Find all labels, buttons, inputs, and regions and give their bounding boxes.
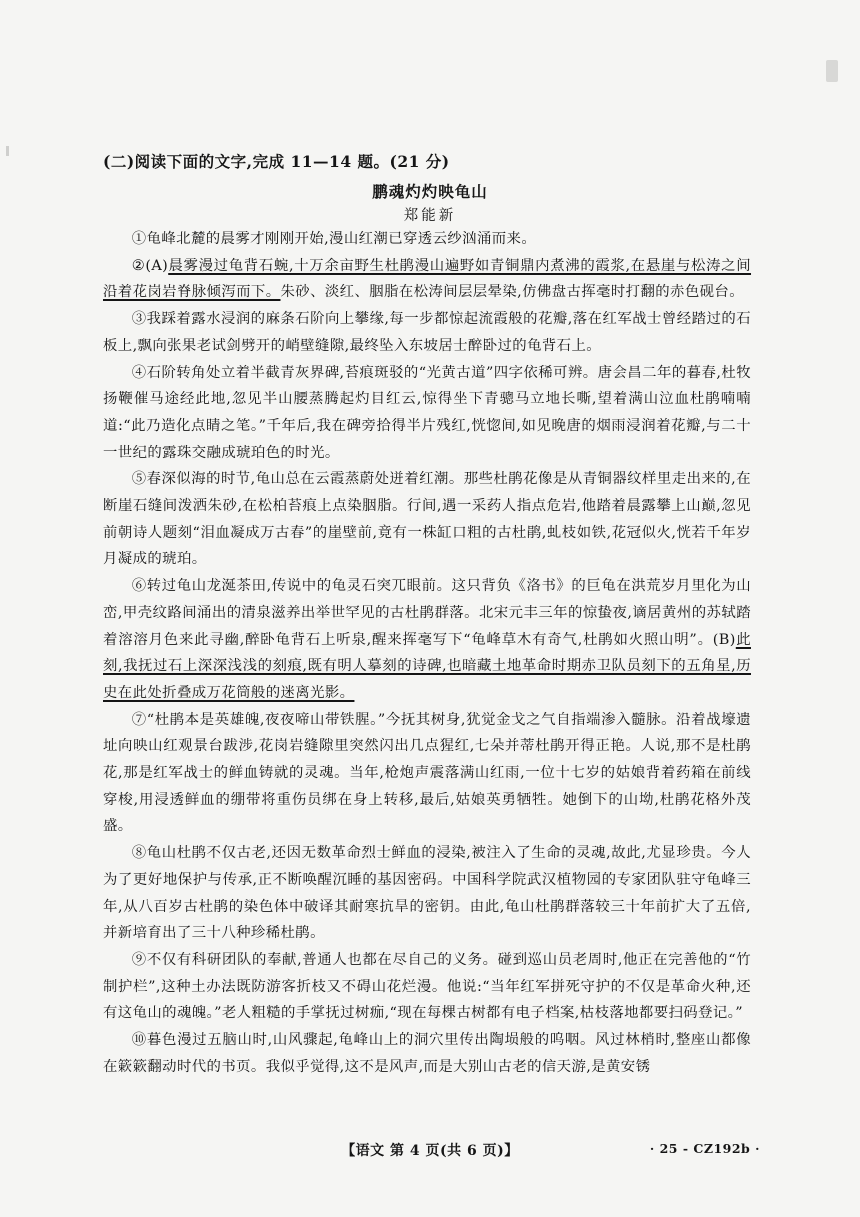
- scan-mark: [826, 60, 838, 82]
- paragraph-6-lead: ⑥转过龟山龙涎茶田,传说中的龟灵石突兀眼前。这只背负《洛书》的巨龟在洪荒岁月里化为山峦,甲壳纹路间涌出的清泉滋养出举世罕见的古杜鹃群落。北宋元丰三年的惊蛰夜,谪居黄州的苏轼踏着溶溶月色来此寻幽,醉卧龟背石上听泉,醒来挥毫写下“龟峰草木有奇气,杜鹃如火照山明”。(B): [103, 578, 751, 648]
- page-footer: [0, 1140, 860, 1162]
- page-number-label: 【语文 第 4 页(共 6 页)】: [341, 1143, 519, 1159]
- paragraph-7: ⑦“杜鹃本是英雄魄,夜夜啼山带铁腥。”今抚其树身,犹觉金戈之气自指端渗入髓脉。沿着战壕遗址向映山红观景台跋涉,花岗岩缝隙里突然闪出几点猩红,七朵并蒂杜鹃开得正艳。人说,那不是杜鹃花,那是红军战士的鲜血铸就的灵魂。当年,枪炮声震落满山红雨,一位十七岁的姑娘背着药箱在前线穿梭,用浸透鲜血的绷带将重伤员绑在身上转移,最后,姑娘英勇牺牲。她倒下的山坳,杜鹃花格外茂盛。: [103, 711, 751, 835]
- scan-mark: [6, 146, 9, 156]
- paragraph-1: ①龟峰北麓的晨雾才刚刚开始,漫山红潮已穿透云纱汹涌而来。: [131, 231, 537, 247]
- paragraph-2: [103, 253, 751, 306]
- paragraph-2-rest: 朱砂、淡红、胭脂在松涛间层层晕染,仿佛盘古挥毫时打翻的赤色砚台。: [280, 284, 744, 301]
- article-title: 鹏魂灼灼映龟山: [372, 182, 488, 201]
- article-body: [103, 226, 751, 1081]
- article-author: 郑能新: [403, 208, 457, 224]
- marker-a: ②(A): [131, 257, 169, 274]
- paragraph-6: [103, 573, 751, 707]
- underlined-sentence-b: 此刻,我抚过石上深深浅浅的刻痕,既有明人摹刻的诗碑,也暗藏土地革命时期赤卫队员刻下的五角星,历史在此处折叠成万花筒般的迷离光影。: [103, 631, 751, 701]
- paragraph-10: ⑩暮色漫过五脑山时,山风骤起,龟峰山上的洞穴里传出陶埙般的呜咽。风过林梢时,整座山都像在簌簌翻动时代的书页。我似乎觉得,这不是风声,而是大别山古老的信天游,是黄安锈: [103, 1032, 751, 1075]
- section-instruction: (二)阅读下面的文字,完成 11—14 题。(21 分): [103, 152, 450, 171]
- paragraph-3: ③我踩着露水浸润的麻条石阶向上攀缘,每一步都惊起流霞般的花瓣,落在红军战士曾经踏过的石板上,飘向张果老试剑劈开的峭壁缝隙,最终坠入东坡居士醉卧过的龟背石上。: [103, 311, 751, 354]
- paragraph-4: ④石阶转角处立着半截青灰界碑,苔痕斑驳的“光黄古道”四字依稀可辨。唐会昌二年的暮春,杜牧扬鞭催马途经此地,忽见半山腰蒸腾起灼目红云,惊得坐下青骢马立地长嘶,望着满山泣血杜鹃喃喃道:“此乃造化点睛之笔。”千年后,我在碑旁拾得半片残红,恍惚间,如见晚唐的烟雨浸润着花瓣,与二十一世纪的露珠交融成琥珀色的时光。: [103, 364, 751, 461]
- paragraph-5: ⑤春深似海的时节,龟山总在云霞蒸蔚处迸着红潮。那些杜鹃花像是从青铜器纹样里走出来的,在断崖石缝间泼洒朱砂,在松柏苔痕上点染胭脂。行间,遇一采药人指点危岩,他踏着晨露攀上山巅,忽见前朝诗人题刻“泪血凝成万古春”的崖壁前,竟有一株缸口粗的古杜鹃,虬枝如铁,花冠似火,恍若千年岁月凝成的琥珀。: [103, 471, 751, 568]
- paragraph-8: ⑧龟山杜鹃不仅古老,还因无数革命烈士鲜血的浸染,被注入了生命的灵魂,故此,尤显珍贵。今人为了更好地保护与传承,正不断唤醒沉睡的基因密码。中国科学院武汉植物园的专家团队驻守龟峰三年,从八百岁古杜鹃的染色体中破译其耐寒抗旱的密钥。由此,龟山杜鹃群落较三十年前扩大了五倍,并新培育出了三十八种珍稀杜鹃。: [103, 845, 751, 942]
- paper-code: · 25 - CZ192b ·: [649, 1141, 760, 1156]
- underlined-sentence-a: 晨雾漫过龟背石蜿,十万余亩野生杜鹃漫山遍野如青铜鼎内煮沸的霞浆,在悬崖与松涛之间沿着花岗岩脊脉倾泻而下。: [103, 257, 752, 301]
- paragraph-9: ⑨不仅有科研团队的奉献,普通人也都在尽自己的义务。碰到巡山员老周时,他正在完善他的“竹制护栏”,这种土办法既防游客折枝又不碍山花烂漫。他说:“当年红军拼死守护的不仅是革命火种,还有这龟山的魂魄。”老人粗糙的手掌抚过树痂,“现在每棵古树都有电子档案,枯枝落地都要扫码登记。”: [103, 951, 751, 1022]
